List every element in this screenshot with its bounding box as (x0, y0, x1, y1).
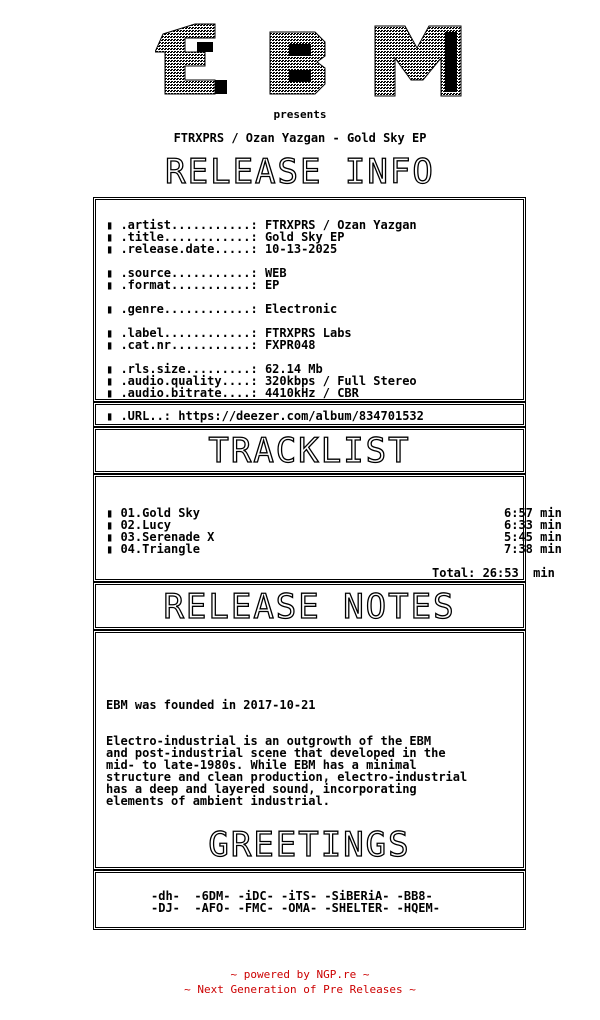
release-notes-heading-box (93, 582, 526, 630)
track-4-time: 7:38 min (504, 542, 562, 556)
greetings-line-2: -DJ- -AFO- -FMC- -OMA- -SHELTER- -HQEM- (151, 901, 440, 915)
notes-founded: EBM was founded in 2017-10-21 (106, 698, 316, 712)
info-rls-size: ▮ .rls.size.........: 62.14 Mb (106, 362, 323, 376)
info-audio-quality: ▮ .audio.quality....: 320kbps / Full Stereo (106, 374, 417, 388)
track-2-name: ▮ 02.Lucy (106, 518, 172, 532)
info-genre: ▮ .genre............: Electronic (106, 302, 338, 316)
greetings-box (93, 870, 526, 930)
track-1-time: 6:57 min (504, 506, 562, 520)
notes-line-3: mid- to late-1980s. While EBM has a minimal (106, 758, 417, 772)
tracklist-total: Total: 26:53 min (432, 566, 555, 580)
notes-line-1: Electro-industrial is an outgrowth of the EBM (106, 734, 432, 748)
info-audio-bitrate: ▮ .audio.bitrate....: 4410kHz / CBR (106, 386, 359, 400)
release-notes-box (93, 630, 526, 870)
info-source: ▮ .source...........: WEB (106, 266, 287, 280)
tracklist-box (93, 474, 562, 582)
footer-tagline: ~ Next Generation of Pre Releases ~ (184, 983, 416, 996)
track-4-name: ▮ 04.Triangle (106, 542, 200, 556)
release-title-line: FTRXPRS / Ozan Yazgan - Gold Sky EP (173, 131, 427, 145)
release-notes-heading: RELEASE NOTES (163, 587, 456, 627)
track-3-name: ▮ 03.Serenade X (106, 530, 215, 544)
notes-line-4: structure and clean production, electro-industrial (106, 770, 468, 784)
info-release-date: ▮ .release.date.....: 10-13-2025 (106, 242, 338, 256)
presents-text: presents (273, 108, 327, 121)
release-info-heading: RELEASE INFO (165, 152, 435, 192)
info-cat-nr: ▮ .cat.nr...........: FXPR048 (106, 338, 316, 352)
info-label: ▮ .label............: FTRXPRS Labs (106, 326, 352, 340)
url-box (93, 402, 526, 427)
release-info-box (93, 197, 526, 402)
track-2-time: 6:33 min (504, 518, 562, 532)
notes-line-6: elements of ambient industrial. (106, 794, 330, 808)
tracklist-heading-box (93, 427, 526, 474)
greetings-line-1: -dh- -6DM- -iDC- -iTS- -SiBERiA- -BB8- (151, 889, 433, 903)
info-artist: ▮ .artist...........: FTRXPRS / Ozan Yazgan (106, 218, 417, 232)
footer-powered-by: ~ powered by NGP.re ~ (230, 968, 370, 981)
ebm-logo (155, 22, 465, 100)
track-3-time: 5:45 min (504, 530, 562, 544)
release-url[interactable]: ▮ .URL..: https://deezer.com/album/834701532 (106, 409, 424, 423)
tracklist-heading: TRACKLIST (208, 431, 411, 471)
notes-line-2: and post-industrial scene that developed in the (106, 746, 446, 760)
greetings-heading: GREETINGS (208, 825, 411, 865)
info-title: ▮ .title............: Gold Sky EP (106, 230, 345, 244)
notes-line-5: has a deep and layered sound, incorporating (106, 782, 417, 796)
info-format: ▮ .format...........: EP (106, 278, 280, 292)
track-1-name: ▮ 01.Gold Sky (106, 506, 200, 520)
